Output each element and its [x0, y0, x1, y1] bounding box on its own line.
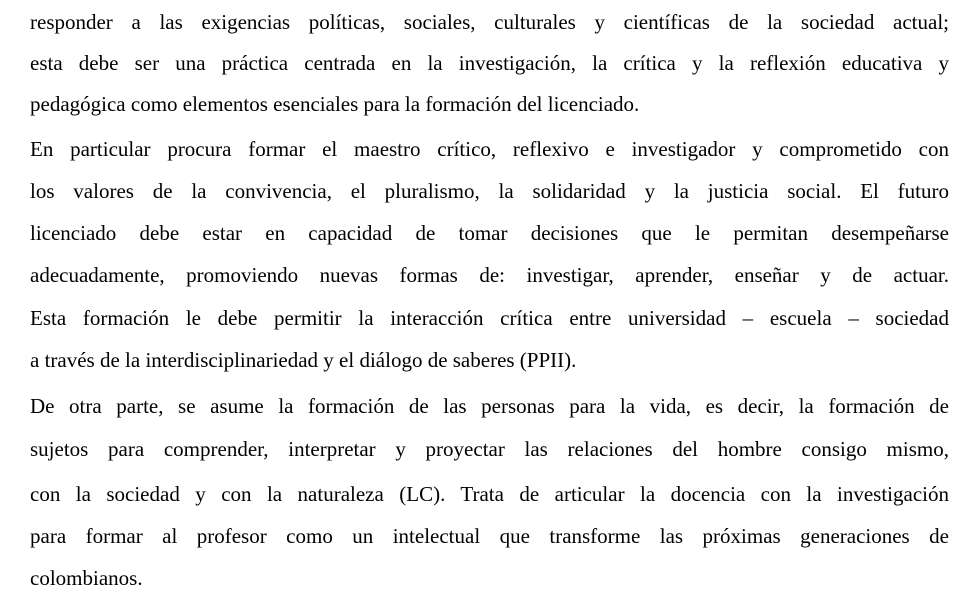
- text-line: responder a las exigencias políticas, sociales, culturales y científicas de la sociedad actual;: [30, 10, 949, 34]
- text-line: licenciado debe estar en capacidad de tomar decisiones que le permitan desempeñarse: [30, 221, 949, 245]
- text-line: pedagógica como elementos esenciales para la formación del licenciado.: [30, 92, 640, 116]
- text-line: adecuadamente, promoviendo nuevas formas de: investigar, aprender, enseñar y de actuar.: [30, 263, 949, 287]
- text-line: para formar al profesor como un intelectual que transforme las próximas generaciones de: [30, 524, 949, 548]
- text-line: colombianos.: [30, 566, 143, 590]
- text-line: con la sociedad y con la naturaleza (LC). Trata de articular la docencia con la investigación: [30, 482, 949, 506]
- text-line: los valores de la convivencia, el pluralismo, la solidaridad y la justicia social. El futuro: [30, 179, 949, 203]
- text-line: a través de la interdisciplinariedad y el diálogo de saberes (PPII).: [30, 348, 577, 372]
- text-line: esta debe ser una práctica centrada en la investigación, la crítica y la reflexión educativa y: [30, 51, 949, 75]
- text-line: Esta formación le debe permitir la interacción crítica entre universidad – escuela – sociedad: [30, 306, 949, 330]
- text-line: sujetos para comprender, interpretar y proyectar las relaciones del hombre consigo mismo,: [30, 437, 949, 461]
- text-line: De otra parte, se asume la formación de las personas para la vida, es decir, la formación de: [30, 394, 949, 418]
- text-line: En particular procura formar el maestro crítico, reflexivo e investigador y comprometido con: [30, 137, 949, 161]
